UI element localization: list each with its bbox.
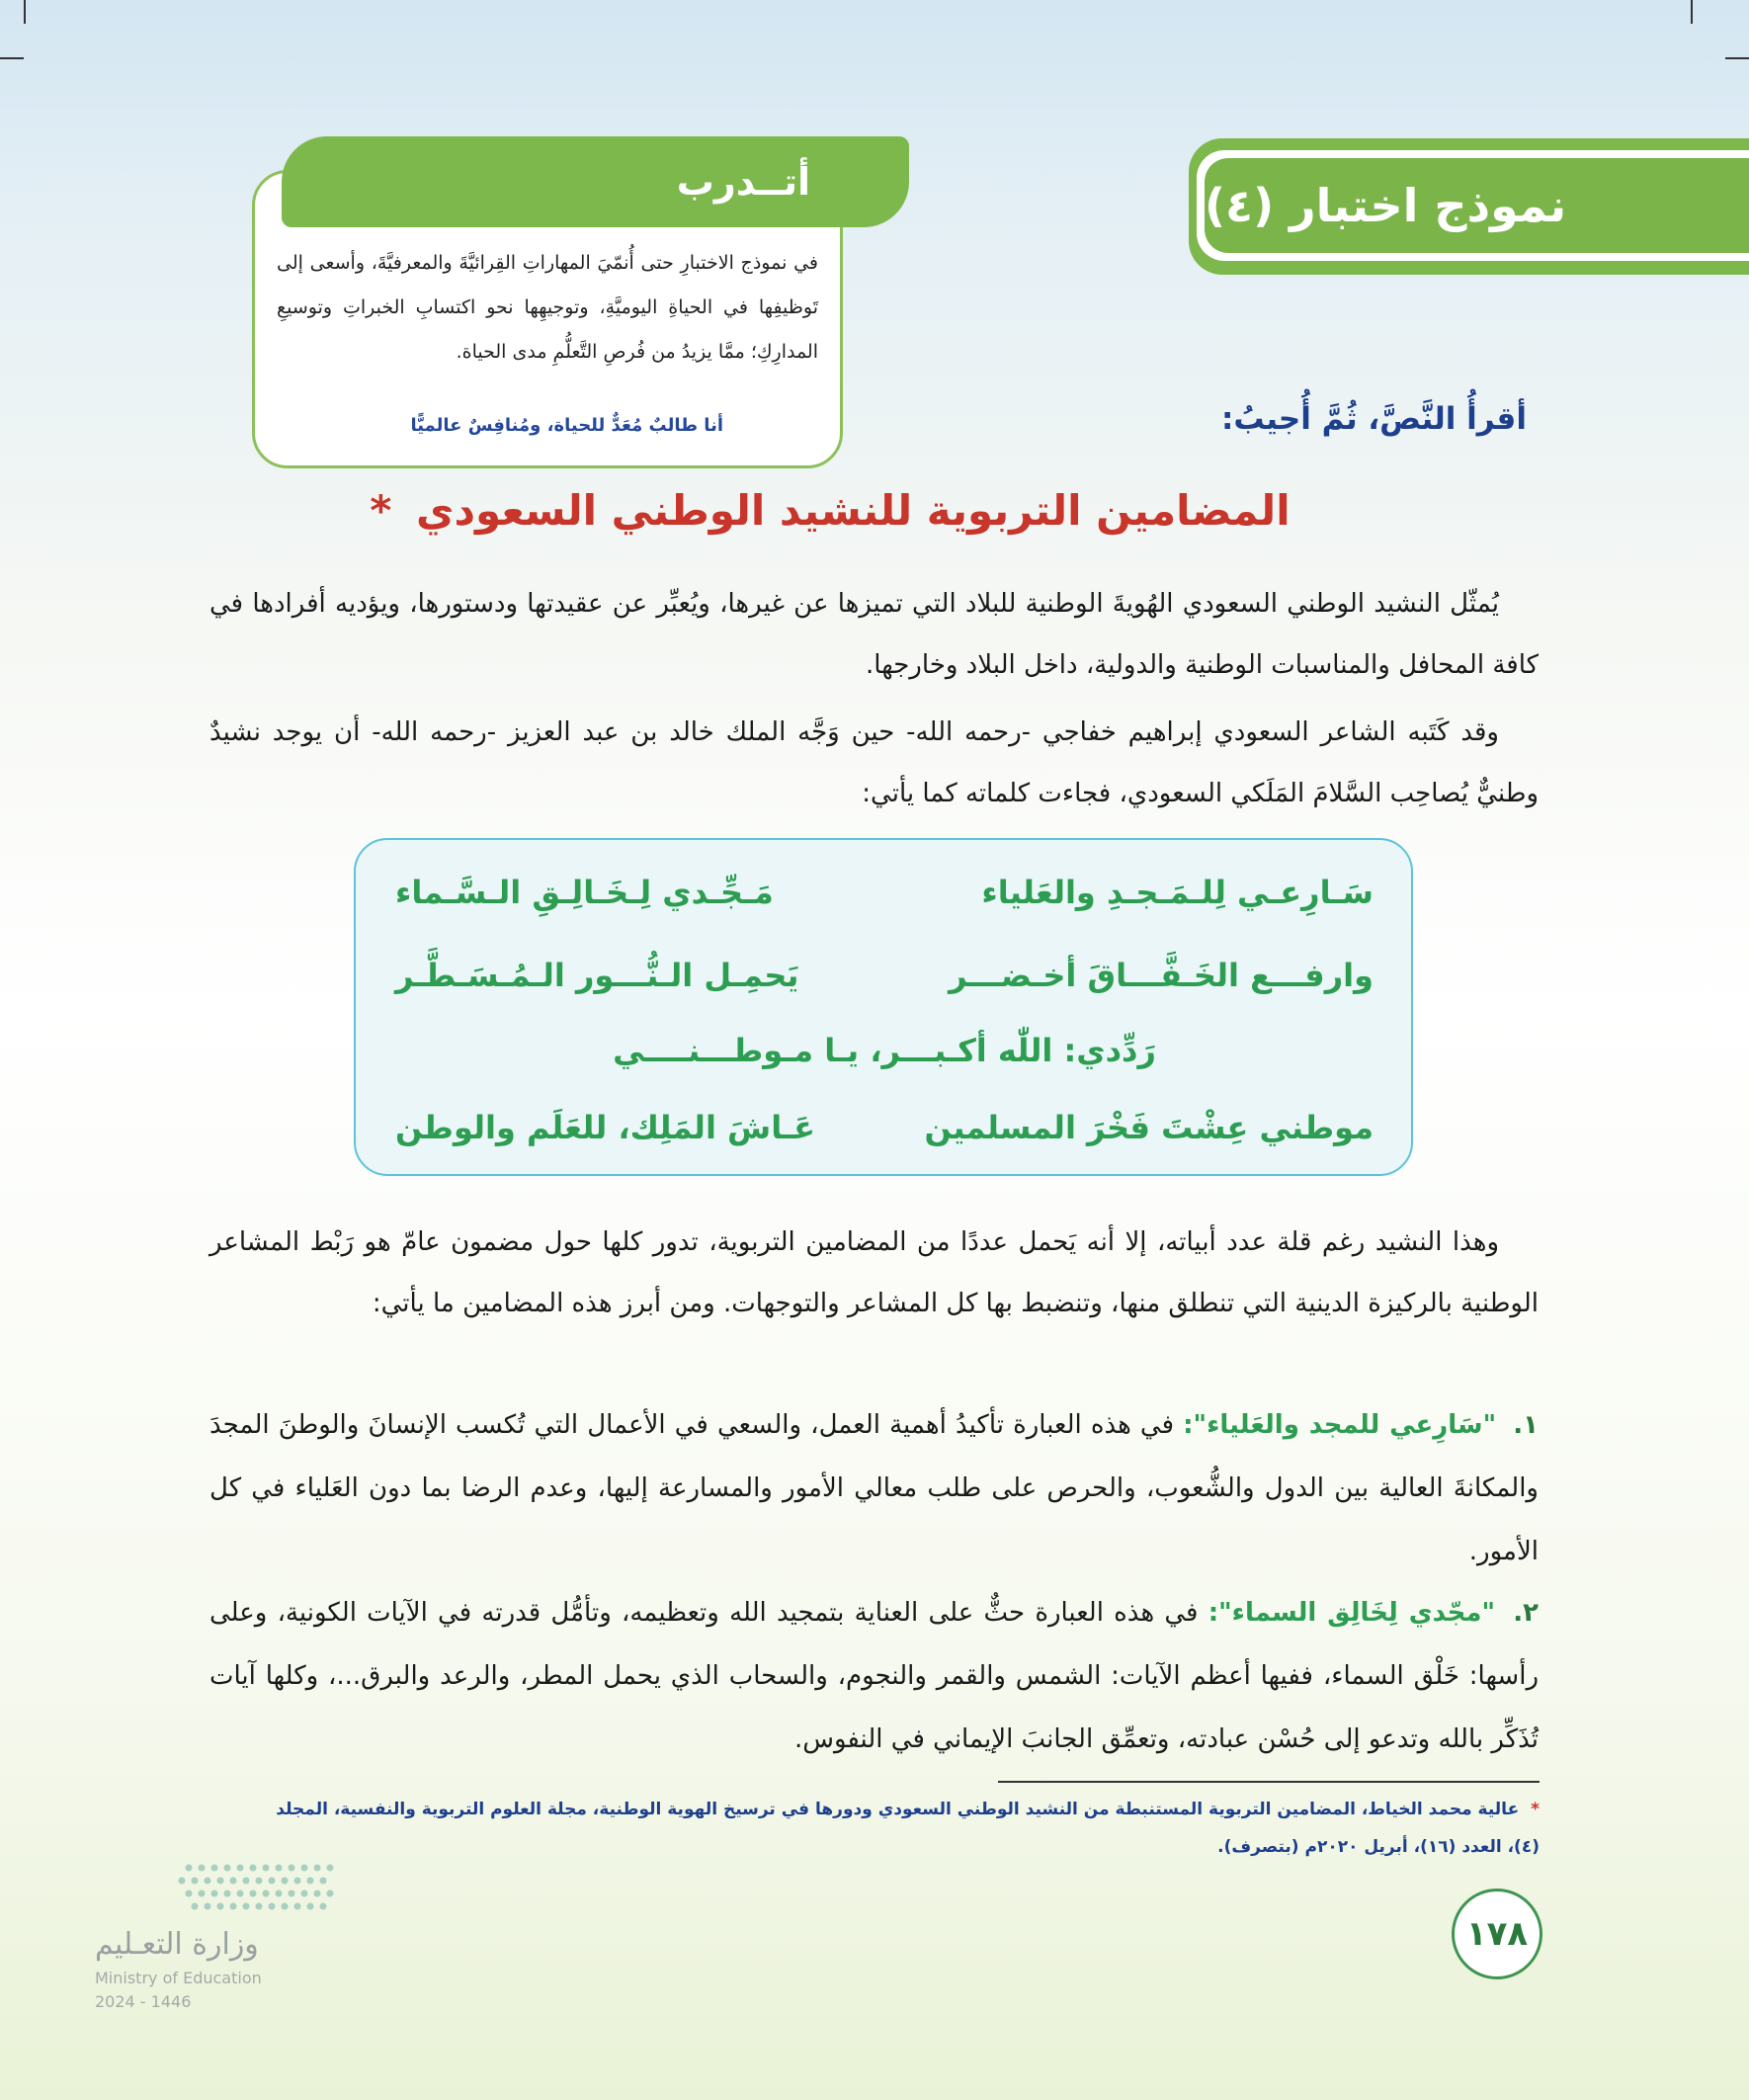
page-number: ١٧٨ xyxy=(1452,1889,1542,1979)
poem-hemistich: مَـجِّـدي لِـخَـالِـقِ الـسَّـماء xyxy=(395,874,774,911)
practice-label: أتــدرب xyxy=(282,136,909,227)
footnote xyxy=(247,1791,1540,1866)
poem-hemistich: موطني عِشْتَ فَخْرَ المسلمين xyxy=(924,1109,1374,1146)
footnote-star-icon: * xyxy=(370,486,392,535)
crop-mark xyxy=(1725,57,1749,59)
footnote-text: عالية محمد الخياط، المضامين التربوية المستنبطة من النشيد الوطني السعودي ودورها في ترسيخ الهوية الوطنية، مجلة العلوم التربوية والنفسية، المجلد (٤)، العدد (١٦)، أبريل ٢٠٢٠م (بتصرف). xyxy=(276,1800,1540,1857)
page-title: نموذج اختبار (٤) xyxy=(1205,158,1749,253)
paragraph-intro: يُمثّل النشيد الوطني السعودي الهُويةَ الوطنية للبلاد التي تميزها عن غيرها، ويُعبِّر عن عقيدتها ودستورها، ويؤديه أفرادها في كافة المحافل والمناسبات الوطنية والدولية، داخل البلاد وخارجها. xyxy=(209,589,1539,680)
paragraph-themes: وهذا النشيد رغم قلة عدد أبياته، إلا أنه يَحمل عددًا من المضامين التربوية، تدور كلها حول مضمون عامّ هو رَبْط المشاعر الوطنية بالركيزة الدينية التي تنطلق منها، وتنضبط بها كل المشاعر والتوجهات. ومن أبرز هذه المضامين ما يأتي: xyxy=(209,1227,1539,1318)
footnote-star-icon: * xyxy=(1531,1800,1540,1819)
crop-mark xyxy=(1691,0,1693,24)
crop-mark xyxy=(24,0,26,24)
paragraph-author: وقد كَتَبه الشاعر السعودي إبراهيم خفاجي -رحمه الله- حين وَجَّه الملك خالد بن عبد العزيز -رحمه الله- أن يوجد نشيدٌ وطنيٌّ يُصاحِب السَّلامَ المَلَكي السعودي، فجاءت كلماته كما يأتي: xyxy=(209,717,1539,808)
poem-line xyxy=(395,874,1374,911)
poem-line xyxy=(395,1109,1374,1146)
poem-hemistich: يَحمِـل الـنُّـــور الـمُـسَـطَّـر xyxy=(395,957,799,994)
item-text: في هذه العبارة تأكيدُ أهمية العمل، والسعي في الأعمال التي تُكسب الإنسانَ والوطنَ المجدَ والمكانةَ العالية بين الدول والشُّعوب، والحرص على طلب معالي الأمور والمسارعة إليها، وعدم الرضا بما دون العَلياء في كل الأمور. xyxy=(209,1410,1539,1566)
article-title-text: المضامين التربوية للنشيد الوطني السعودي xyxy=(416,486,1291,535)
ministry-name-en: Ministry of Education xyxy=(95,1969,262,1987)
item-number: ٢. xyxy=(1513,1598,1540,1628)
practice-text: في نموذج الاختبارِ حتى أُنمّيَ المهاراتِ القِرائيَّةَ والمعرفيَّةَ، وأسعى إلى تَوظيفِها في الحياةِ اليوميَّةِ، وتوجيهِها نحو اكتسابِ الخبراتِ وتوسيعِ المدارِكِ؛ ممَّا يزيدُ من فُرصِ التَّعلُّمِ مدى الحياة. xyxy=(277,252,818,363)
poem-hemistich: عَـاشَ المَلِك، للعَلَم والوطن xyxy=(395,1109,816,1146)
poem-line xyxy=(395,957,1374,994)
list-item xyxy=(209,1581,1539,1771)
article-title xyxy=(296,486,1364,535)
practice-motto: أنا طالبٌ مُعَدٌّ للحياة، ومُنافِسٌ عالميًّا xyxy=(410,415,723,436)
crop-mark xyxy=(0,57,24,59)
poem-hemistich: سَـارِعـي لِلـمَـجـدِ والعَلياء xyxy=(981,874,1374,911)
ministry-year: 2024 - 1446 xyxy=(95,1992,192,2011)
ministry-name-ar: وزارة التعـليم xyxy=(95,1927,259,1962)
item-quote: "مجّدي لِخَالِق السماء": xyxy=(1208,1598,1496,1628)
list-item xyxy=(209,1393,1539,1583)
item-text: في هذه العبارة حثٌّ على العناية بتمجيد الله وتعظيمه، وتأمُّل قدرته في الآيات الكونية، وعلى رأسها: خَلْق السماء، ففيها أعظم الآيات: الشمس والقمر والنجوم، والسحاب الذي يحمل المطر، والرعد والبرق...، وكلها آيات تُذَكِّر بالله وتدعو إلى حُسْن عبادته، وتعمِّق الجانبَ الإيماني في النفوس. xyxy=(209,1598,1539,1754)
item-number: ١. xyxy=(1513,1410,1539,1440)
instruction: أقرأُ النَّصَّ، ثُمَّ أُجيبُ: xyxy=(1221,401,1527,437)
poem-hemistich: وارفـــع الخَـفَّـــاقَ أخـضـــر xyxy=(949,957,1374,994)
item-quote: "سَارِعي للمجد والعَلياء": xyxy=(1183,1410,1497,1440)
footnote-divider xyxy=(998,1781,1540,1783)
poem-refrain: رَدِّدي: اللّٰه أكـبـــر، يـا مـوطـــنــــي xyxy=(613,1032,1156,1069)
